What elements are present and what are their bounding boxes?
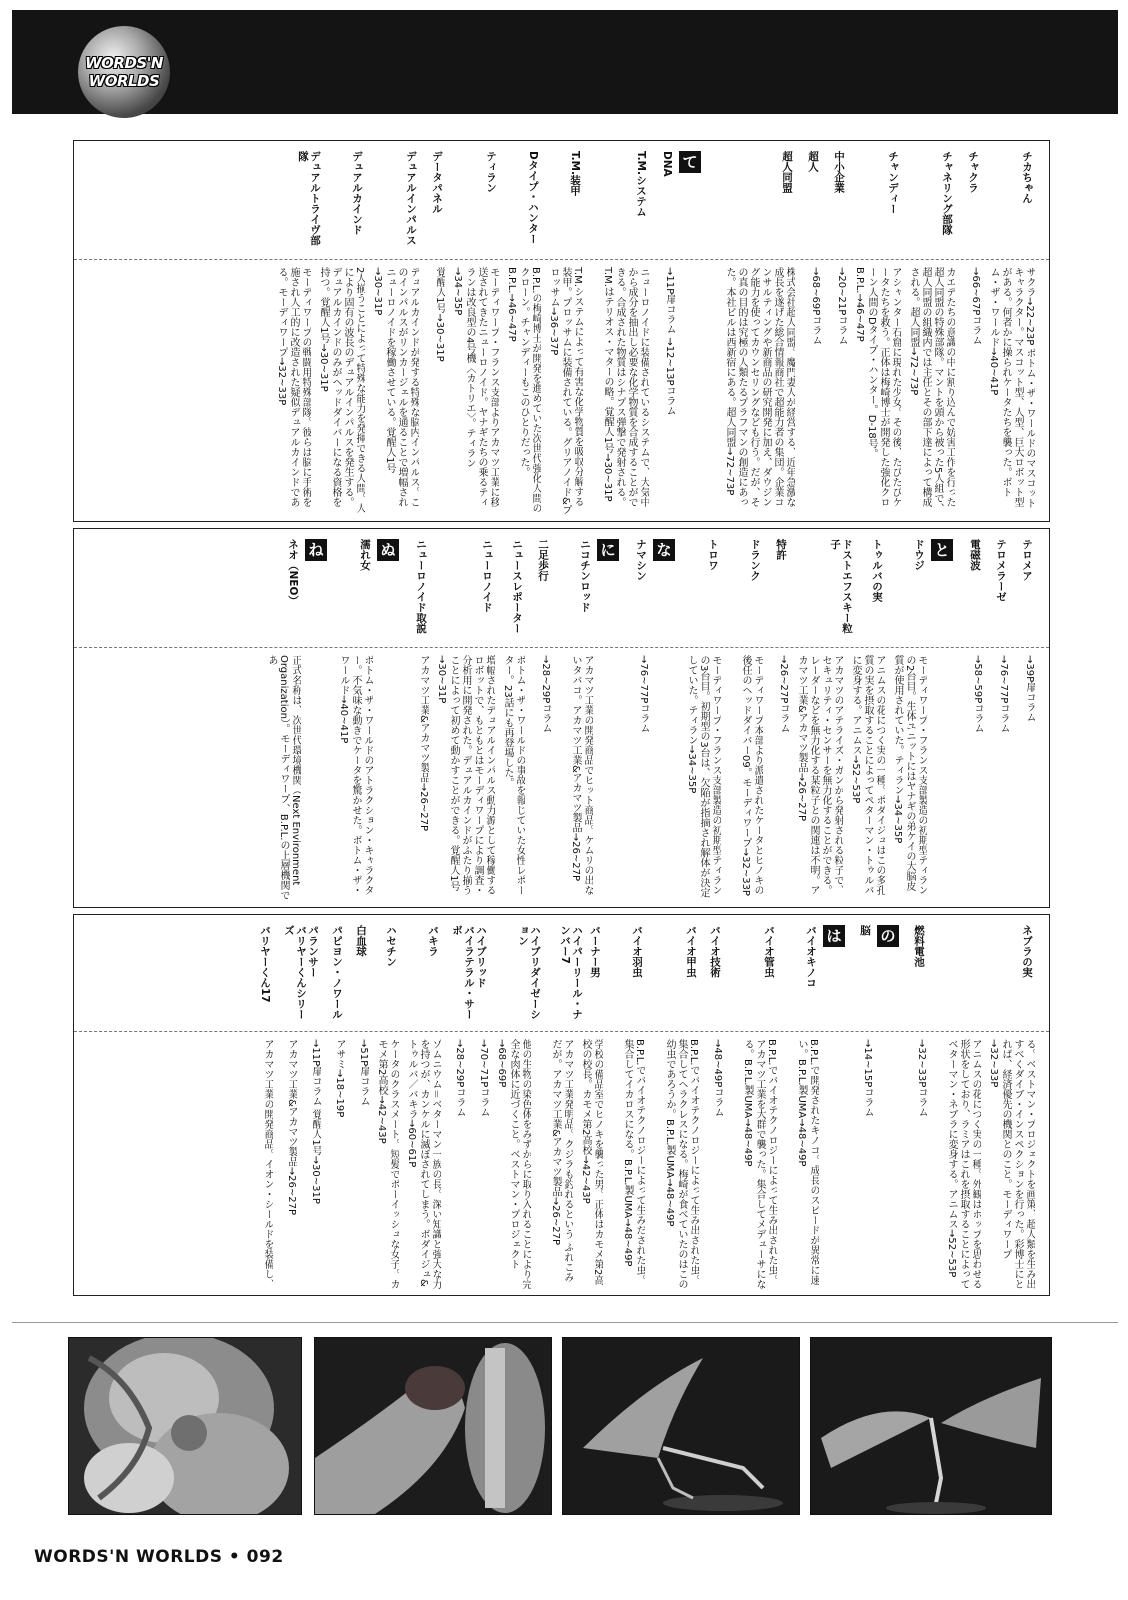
kana-index-marker: ぬ [377, 539, 399, 561]
glossary-definition: モーディワープ・フランス支部よりアカマツ工業に移送されてきたニューロノイド。ヤナギたちの乗るティランは改良型の4号機〈カトリエ〉。ティラン→34~35P [452, 267, 499, 507]
glossary-term: ドランク [749, 539, 761, 581]
glossary-term: ティラン [485, 151, 497, 193]
glossary-definition: →20~21Pコラム [836, 267, 847, 346]
glossary-definition: →48~49Pコラム [712, 1039, 723, 1118]
glossary-definition: ボトム・ザ・ワールドの事故を報じていた女性レポーター。23話にも再登場した。 [502, 655, 525, 895]
glossary-term: 電磁波 [969, 539, 981, 571]
glossary-definition: B.P.L.でバイオテクノロジーによって生みだされた虫。集合してイカロスになる。B.P.L.製UMA→48~49P [622, 1039, 645, 1286]
glossary-definition: アニムスの花につく実の一種。ポダイジュはこの多孔質の実を摂取することによってペターマン・トゥルバに変身する。アニムス→52~53P [850, 655, 885, 895]
glossary-definition: B.P.L.でバイオテクノロジーによって生み出された虫。集合してヘラクレスになる。梅崎が食べていたのはこの幼虫であろうか。B.P.L.製UMA→48~49P [664, 1039, 699, 1289]
kana-index-marker: に [597, 539, 619, 561]
glossary-term: バイオ羽虫 [631, 925, 643, 978]
glossary-definition: →28~29Pコラム [540, 655, 551, 734]
glossary-definition: 学校の備品室でヒノキを襲った男。正体はカモメ第2高校の校長。カモメ第2高校→42~43P [580, 1039, 603, 1286]
glossary-definition: サクラ→22~23P ボトム・ザ・ワールドのマスコットキャラクター。マスコット型、人型、巨大ロボット型がある。何者かに操られケータたちを襲った。ボトム・ザ・ワールド→40~41P [988, 267, 1035, 509]
glossary-term: デュアルカインド [351, 151, 363, 235]
kana-index-marker: ね [305, 539, 327, 561]
glossary-term: T.M.装甲 [569, 151, 581, 196]
glossary-term: バキラ [427, 925, 439, 957]
glossary-definition: アサミ→18~19P [334, 1039, 345, 1118]
glossary-definition: 正式名称は、次世代環境機関（Next Environment Organization）。モーディワープ、B.P.L.の上層機関であ [266, 655, 301, 901]
glossary-term: バイオ技術 [709, 925, 721, 978]
glossary-term: ハイパーリール・ナンバー7 [559, 925, 583, 1020]
glossary-definition: 株式会社超人同盟。魔門妻人が経営する、近年急激な成長を遂げた総合情報商社で超能力者の集団。企業コンサルティングや新商品の研究開発に加え、ダウジング能力を使ってカウンセリングなども行う。だが、その真の目的は究極の人類たるプラフマンの創造にあった。本社ビルは西新宿にある。超人同盟→72~73P [724, 267, 795, 507]
glossary-term: ナマシン [635, 539, 647, 581]
glossary-definition: →68~69Pコラム [810, 267, 821, 346]
glossary-definition: アカマツ工業&アカマツ製品→26~27P [286, 1039, 297, 1216]
glossary-definition: 2人揃うことによって特殊な能力を発揮できる人間。人により固有の波長のデュアルインパルスを発生する。デュアルカインドのみがヘッドダイバーになる資格を持つ。覚醒人1号→30~31P [318, 267, 365, 514]
kana-index-marker: の [877, 925, 899, 947]
glossary-definition: カエデたちの意識の中に割り込んで妨害工作を行った超人同盟の特殊部隊。マントを頭から被った5人組で、超人同盟の組織内では主任とその部下達によって構成される。超人同盟→72~73P [908, 267, 955, 514]
glossary-term: 特許 [775, 539, 787, 560]
glossary-term: バイオ甲虫 [685, 925, 697, 978]
glossary-term: ハイブリダイゼーション [517, 925, 541, 1020]
glossary-term: 燃料電池 [913, 925, 925, 967]
glossary-definition: →58~59Pコラム [972, 655, 983, 734]
glossary-term: 超人 [807, 151, 819, 172]
glossary-definition: →76~77Pコラム [638, 655, 649, 734]
glossary-term: バイオキノコ [805, 925, 817, 988]
glossary-term: チカちゃん [1021, 151, 1033, 204]
logo-line-2: WORLDS [88, 72, 160, 90]
glossary-definition: ニューロノイドに装備されているシステムで、大気中から成分を抽出し必要な化学物質を合成することができる。合成された物質はシナプス弾撃で発射される。T.M.はテリオス・マターの略。覚醒人1号→30~31P [602, 267, 649, 507]
glossary-term: バイラテラル・サーボ [451, 925, 475, 1020]
header-bar [12, 10, 1118, 114]
glossary-term: チャンディー [887, 151, 899, 214]
glossary-term: テロメア [1021, 539, 1033, 581]
glossary-term: DNA [661, 151, 673, 177]
glossary-definition: →66~67Pコラム [970, 267, 981, 346]
glossary-term: パランサー [307, 925, 319, 978]
glossary-definition: B.P.L.で開発されたキノコ。成長のスピードが異常に速い。B.P.L.製UMA→48~49P [796, 1039, 819, 1286]
glossary-term: トゥルバの実 [871, 539, 883, 602]
glossary-term: ハセチン [385, 925, 397, 967]
kana-index-marker: な [653, 539, 675, 561]
glossary-definition: アカマツ工業発明品。クジラも釣れるという ふれこみだが。アカマツ工業&アカマツ製品→26~27P [550, 1039, 573, 1283]
glossary-definition: →51P扉コラム [358, 1039, 369, 1107]
glossary-definition: →32~33Pコラム [916, 1039, 927, 1118]
glossary-term: ニコチンロッド [579, 539, 591, 613]
kana-index-marker: は [823, 925, 845, 947]
logo-line-1: WORDS'N [85, 54, 163, 72]
glossary-term: 白血球 [355, 925, 367, 957]
glossary-term: バイオ管虫 [763, 925, 775, 978]
glossary-term: ニュースレポーター [511, 539, 523, 634]
glossary-term: 脳 [859, 925, 871, 936]
glossary-term: トロワ [707, 539, 719, 571]
glossary-term: データパネル [431, 151, 443, 214]
glossary-definition: →11P扉コラム 覚醒人1号→30~31P [310, 1039, 321, 1204]
glossary-panel-1 [73, 140, 1050, 522]
glossary-definition: アニムスの花につく実の一種。外観はホップを思わせる形状をしており、ラミアはこれを摂取することによってベターマン・ネブラに変身する。アニムス→52~53P [946, 1039, 981, 1289]
glossary-term: バーナー男 [589, 925, 601, 978]
glossary-term: ドウジ [913, 539, 925, 571]
photo-winged-creature-front [810, 1337, 1052, 1515]
glossary-definition: モーディワープ・フランス支部製造の初期型ティランの2台目。生体ユニットにはヤナギの弟ケイの大脳皮質が使用されていた。ティラン→34~35P [892, 655, 927, 895]
glossary-definition: 覚醒人1号→30~31P [434, 267, 445, 362]
glossary-panel-3 [73, 914, 1050, 1296]
glossary-definition: 他の生物の染色体をみずからに取り入れることにより完全な肉体に近づくこと。ベストマン・プロジェクト→68~69P [496, 1039, 531, 1289]
glossary-term: バリヤーくんシリーズ [283, 925, 307, 1020]
glossary-panel-2 [73, 528, 1050, 908]
glossary-term: テロメラーゼ [995, 539, 1007, 602]
glossary-definition: ケータのクラスメート。短髪でボーイッシュな女子。カモメ第2高校→42~43P [376, 1039, 399, 1289]
glossary-term: ニューロノイド [481, 539, 493, 613]
glossary-term: ニューロノイド取説 [415, 539, 427, 634]
glossary-term: Dタイプ・ハンター [527, 151, 539, 244]
glossary-definition: →39P扉コラム [1024, 655, 1035, 723]
photo-creature-head [68, 1337, 302, 1515]
glossary-definition: アカマツ工業の開発商品。イオン・シールドを装備し、 [262, 1039, 273, 1289]
glossary-term: バリヤーくん17 [259, 925, 271, 1003]
globe-logo [78, 26, 170, 118]
glossary-term: ネブラの実 [1021, 925, 1033, 978]
glossary-definition: →14~15Pコラム [862, 1039, 873, 1118]
kana-index-marker: て [679, 151, 701, 173]
glossary-definition: アカマツ工業&アカマツ製品→26~27P [418, 655, 429, 832]
page-footer: WORDS'N WORLDS • 092 [34, 1547, 284, 1567]
glossary-term: ドストエフスキー粒子 [829, 539, 853, 634]
glossary-term: ハイブリッド [475, 925, 487, 988]
glossary-definition: B.P.L.の梅崎博士が開発を進めていた次世代強化人間のクローン。チャンディーもこのひとりだった。B.P.L.→46~47P [506, 267, 541, 514]
photo-creature-claw [314, 1337, 552, 1515]
glossary-term: 超人同盟 [781, 151, 793, 193]
glossary-term: デュアルインパルス [405, 151, 417, 246]
glossary-definition: →76~77Pコラム [998, 655, 1009, 734]
glossary-definition: 増幅されたデュアルインパルス動力源として稼働するロボットで、もともとはモーディワープにより調査・分析用に開発された。デュアルカインドがふたり揃うことによって初めて動かすことができる。覚醒人1号→30~31P [436, 655, 495, 895]
glossary-term: 中小企業 [833, 151, 845, 193]
glossary-definition: アカマツ工業の開発商品でヒット商品。ケムリの出ないタバコ。アカマツ工業&アカマツ製品→26~27P [570, 655, 593, 895]
glossary-definition: デュアルカインドが発する特殊な脳内インパルス。このインパルスがリンカージェルを通ることで増幅されニューロノイドを稼働させている。覚醒人1号→30~31P [372, 267, 419, 507]
glossary-definition: →28~29Pコラム [454, 1039, 465, 1118]
glossary-term: パピヨン・ノワール [331, 925, 343, 1020]
glossary-term: チャクラ [967, 151, 979, 193]
glossary-definition: アシャンター石窟に現れた少女。その後、たびたびケータたちを救う。正体は梅崎博士が開発した強化クローン人間のDタイプ・ハンター。D-18号。B.P.L.→46~47P [854, 267, 901, 507]
glossary-term: ネオ（NEO） [287, 539, 299, 606]
glossary-term: 濡れ女 [359, 539, 371, 571]
glossary-term: デュアルトライヴ部隊 [297, 151, 321, 246]
glossary-definition: ゾムニウム＝ベターマン一族の長。深い知識と強大な力を持つが、カンケルに滅ぼされてしまう。ボダイジュ&トゥルバ／バキラ→60~61P [406, 1039, 441, 1289]
glossary-definition: る。ベストマン・プロジェクトを画策、超人類を生み出すべくダイブ・インスペクションを行った。彩博士にとれば、経済優先の機関とのこと。モーディワープ→32~33P [988, 1039, 1035, 1289]
glossary-definition: →11P扉コラム →12~13Pコラム [664, 267, 675, 416]
kana-index-marker: と [931, 539, 953, 561]
glossary-term: 二足歩行 [537, 539, 549, 581]
glossary-definition: →26~27Pコラム [778, 655, 789, 734]
glossary-definition: モーディワープの戦闘用特殊部隊。彼らは脳に手術を施され人工的に改造された疑似デュアルカインドである。モーディワープ→32~33P [276, 267, 311, 507]
glossary-term: T.M.システム [635, 151, 647, 217]
glossary-definition: モーディワープ・フランス支部製造の初期型ティランの3台目。初期型の3台は、欠陥が指摘され解体が決定していた。ティラン→34~35P [686, 655, 721, 898]
glossary-term: チャネリング部隊 [941, 151, 953, 235]
glossary-definition: アカマツのアテライズ・ガンから発射される粒子で、セキュリティ・センサーを無力化することができる。レーダーなどを無力化する某粒子との関連は不明。アカマツ工業&アカマツ製品→26~27P [796, 655, 843, 895]
photo-winged-creature-side [562, 1337, 800, 1515]
glossary-definition: B.P.L.でバイオテクノロジーによって生み出された虫。アカマツ工業を大群で襲った。集合してメデューサになる。B.P.L.製UMA→48~49P [742, 1039, 777, 1289]
glossary-definition: モーディワープ本部より派遣されたケータとヒノキの後任のヘッドダイバー09。モーディワープ→32~33P [740, 655, 763, 896]
glossary-definition: ボトム・ザ・ワールドのアトラクション・キャラクター。不気味な動きでケータを驚かせた。ボトム・ザ・ワールド→40~41P [338, 655, 373, 895]
glossary-definition: →70~71Pコラム [478, 1039, 489, 1118]
section-rule [12, 1322, 1118, 1323]
glossary-definition: T.M.システムによって有害な化学物質を吸収分解する装甲。プロッサムに装備されている。グリアノイド&プロッサム→36~37P [548, 267, 583, 515]
